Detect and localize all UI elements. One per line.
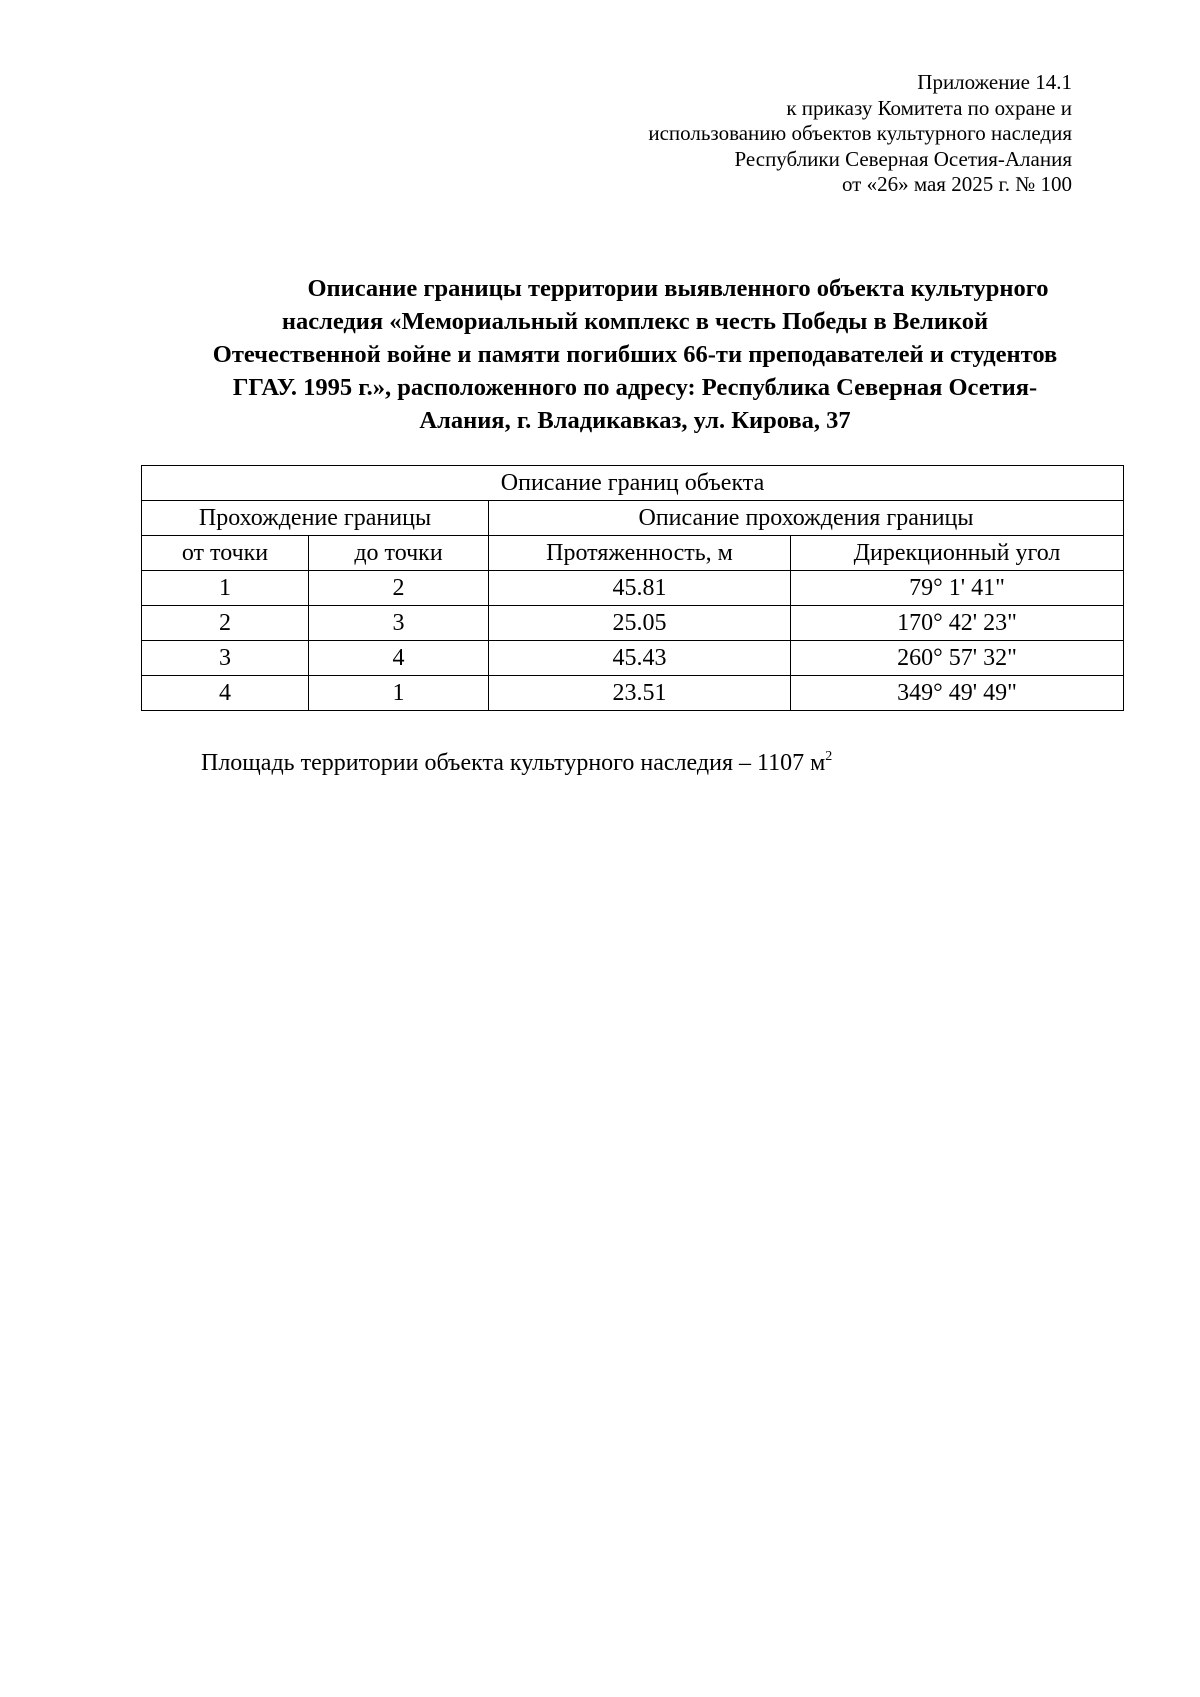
cell-from-point: 2 bbox=[142, 606, 309, 641]
appendix-order-date: от «26» мая 2025 г. № 100 bbox=[841, 172, 1072, 196]
cell-length: 45.81 bbox=[489, 571, 791, 606]
table-row bbox=[142, 571, 1124, 606]
table-column-header-row bbox=[142, 536, 1124, 571]
column-header-from-point: от точки bbox=[142, 536, 309, 571]
territory-area bbox=[201, 749, 832, 777]
table-caption: Описание границ объекта bbox=[142, 466, 1124, 501]
cell-direction-angle: 170° 42' 23" bbox=[791, 606, 1124, 641]
cell-length: 45.43 bbox=[489, 641, 791, 676]
appendix-order-line-3: Республики Северная Осетия-Алания bbox=[734, 146, 1072, 171]
table-group-header-row bbox=[142, 501, 1124, 536]
cell-length: 23.51 bbox=[489, 676, 791, 711]
appendix-order-line-1: к приказу Комитета по охране и bbox=[786, 95, 1072, 120]
table-row bbox=[142, 641, 1124, 676]
territory-area-text: Площадь территории объекта культурного наследия – 1107 м bbox=[201, 750, 826, 776]
cell-to-point: 1 bbox=[309, 676, 489, 711]
cell-direction-angle: 260° 57' 32" bbox=[791, 641, 1124, 676]
column-header-to-point: до точки bbox=[309, 536, 489, 571]
group-header-boundary-description: Описание прохождения границы bbox=[489, 501, 1124, 536]
cell-direction-angle: 79° 1' 41" bbox=[791, 571, 1124, 606]
table-row bbox=[142, 606, 1124, 641]
cell-from-point: 1 bbox=[142, 571, 309, 606]
boundary-table bbox=[141, 465, 1124, 711]
title-line-4: ГГАУ. 1995 г.», расположенного по адресу: Республика Северная Осетия- bbox=[232, 374, 1038, 401]
column-header-direction-angle: Дирекционный угол bbox=[791, 536, 1124, 571]
title-line-5: Алания, г. Владикавказ, ул. Кирова, 37 bbox=[419, 407, 851, 434]
title-line-1: Описание границы территории выявленного объекта культурного bbox=[307, 275, 1049, 302]
column-header-length: Протяженность, м bbox=[489, 536, 791, 571]
cell-to-point: 4 bbox=[309, 641, 489, 676]
title-line-3: Отечественной войне и памяти погибших 66-ти преподавателей и студентов bbox=[212, 341, 1058, 368]
appendix-order-line-2: использованию объектов культурного наследия bbox=[648, 121, 1072, 145]
title-line-2: наследия «Мемориальный комплекс в честь Победы в Великой bbox=[281, 308, 989, 335]
appendix-number: Приложение 14.1 bbox=[917, 70, 1072, 94]
cell-to-point: 2 bbox=[309, 571, 489, 606]
group-header-boundary-path: Прохождение границы bbox=[142, 501, 489, 536]
cell-from-point: 3 bbox=[142, 641, 309, 676]
document-title bbox=[140, 272, 1130, 437]
cell-from-point: 4 bbox=[142, 676, 309, 711]
cell-to-point: 3 bbox=[309, 606, 489, 641]
cell-direction-angle: 349° 49' 49" bbox=[791, 676, 1124, 711]
area-unit-superscript: 2 bbox=[825, 749, 833, 764]
appendix-header bbox=[472, 70, 1072, 198]
cell-length: 25.05 bbox=[489, 606, 791, 641]
table-caption-row bbox=[142, 466, 1124, 501]
table-row bbox=[142, 676, 1124, 711]
